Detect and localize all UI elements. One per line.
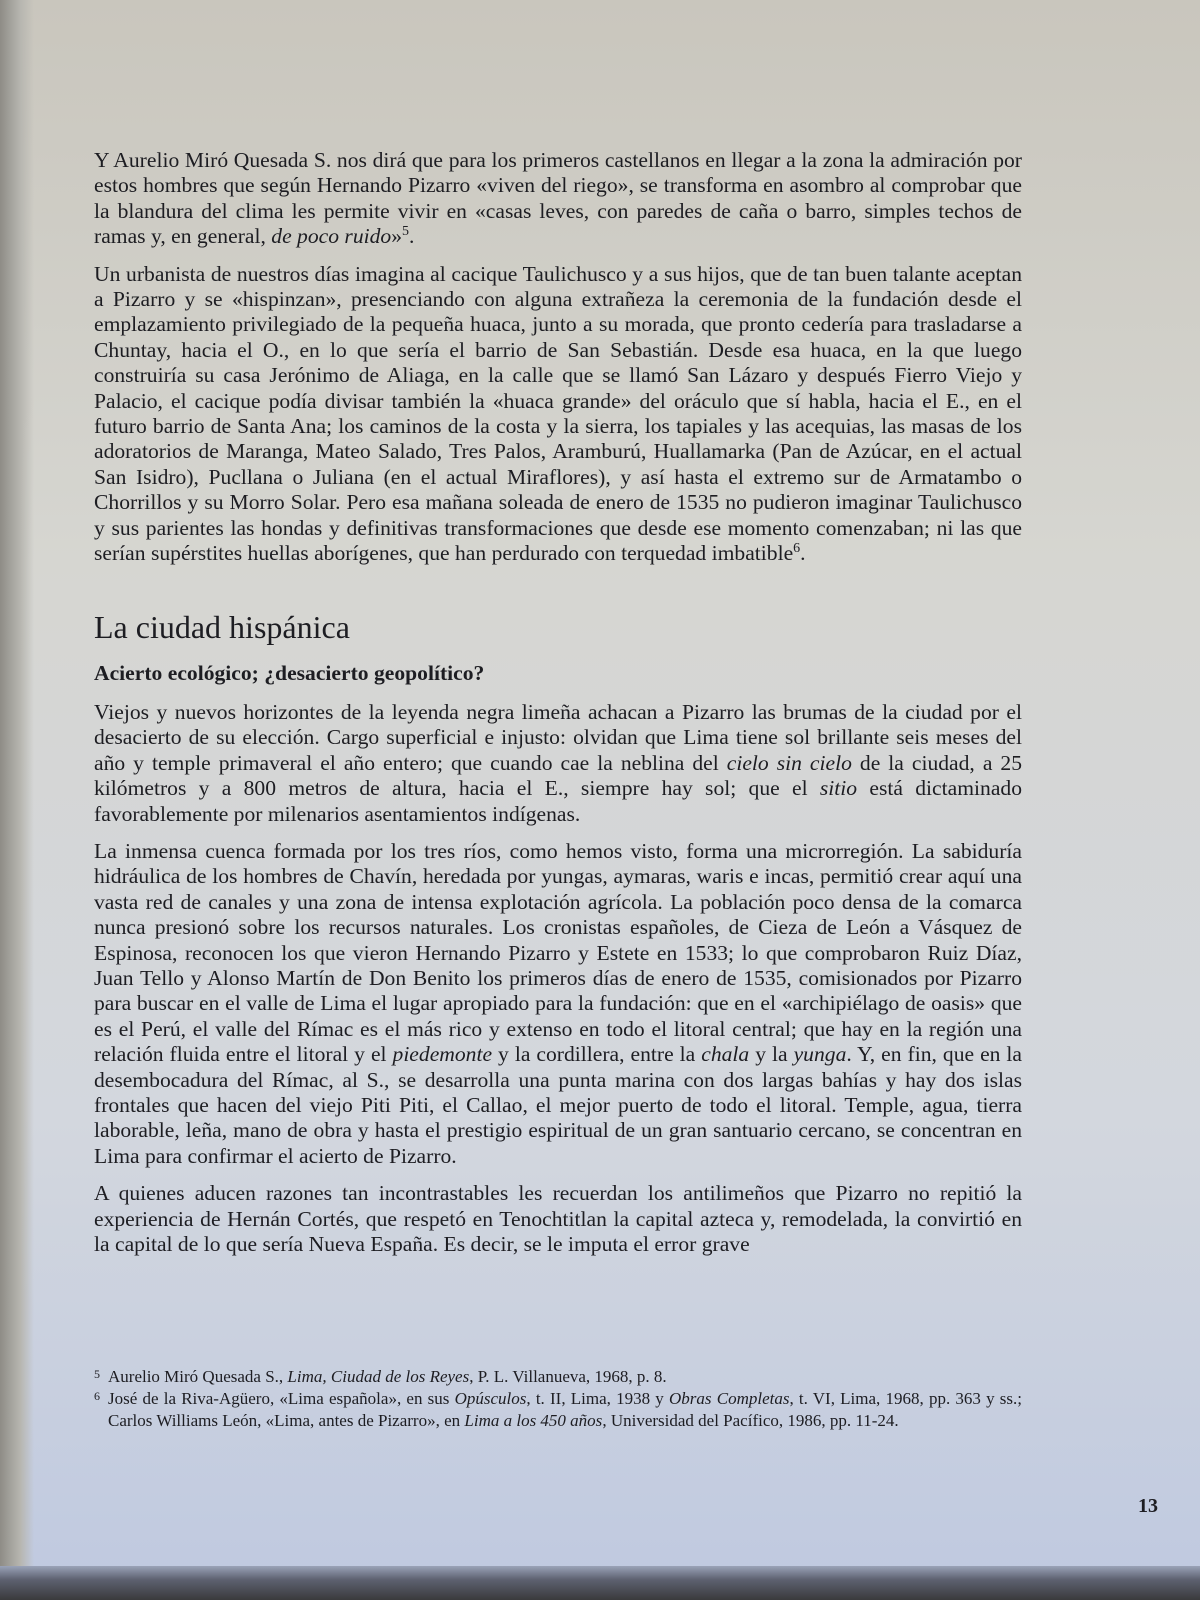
paragraph-2: Un urbanista de nuestros días imagina al cacique Taulichusco y a sus hijos, que de tan buen talante aceptan a Pizarro y se «hispinzan», presenciando con alguna extrañeza la ceremonia de la fundación desde el emplazamiento privilegiado de la pequeña huaca, junto a su morada, que pronto cedería para trasladarse a Chuntay, hacia el O., en lo que sería el barrio de San Sebastián. Desde esa huaca, en la que luego construiría su casa Jerónimo de Aliaga, en la calle que se llamó San Lázaro y después Fierro Viejo y Palacio, el cacique podía divisar también la «huaca grande» del oráculo que sí habla, hacia el E., en el futuro barrio de Santa Ana; los caminos de la costa y la sierra, los tapiales y las acequias, las masas de los adoratorios de Maranga, Mateo Salado, Tres Palos, Aramburú, Huallamarka (Pan de Azúcar, en el actual San Isidro), Pucllana o Juliana (en el actual Miraflores), y así hasta el extremo sur de Armatambo o Chorrillos y su Morro Solar. Pero esa mañana soleada de enero de 1535 no pudieron imaginar Taulichusco y sus parientes las hondas y definitivas transformaciones que desde ese momento comenzaban; ni las que serían supérstites huellas aborígenes, que han perdurado con terquedad imbatible$^6$. [94, 261, 1022, 566]
paragraph-3: Viejos y nuevos horizontes de la leyenda negra limeña achacan a Pizarro las brumas de la ciudad por el desacierto de su elección. Cargo superficial e injusto: olvidan que Lima tiene sol brillante seis meses del año y temple primaveral el año entero; que cuando cae la neblina del cielo sin cielo de la ciudad, a 25 kilómetros y a 800 metros de altura, hacia el E., siempre hay sol; que el sitio está dictaminado favorablemente por milenarios asentamientos indígenas. [94, 699, 1022, 826]
subsection-title: Acierto ecológico; ¿desacierto geopolítico? [94, 660, 485, 685]
paragraph-1: Y Aurelio Miró Quesada S. nos dirá que para los primeros castellanos en llegar a la zona la admiración por estos hombres que según Hernando Pizarro «viven del riego», se transforma en asombro al comprobar que la blandura del clima les permite vivir en «casas leves, con paredes de caña o barro, simples techos de ramas y, en general, de poco ruido»$^5$. [94, 148, 1022, 249]
footnote-ref-6: 6 [793, 540, 801, 556]
page-number: 13 [1138, 1495, 1158, 1517]
footnote-6: 6 José de la Riva-Agüero, «Lima española», en sus Opúsculos, t. II, Lima, 1938 y Obras Completas, t. VI, Lima, 1968, pp. 363 y ss.; Carlos Williams León, «Lima, antes de Pizarro», en Lima a los 450 años, Universidad del Pacífico, 1986, pp. 11-24. [94, 1389, 1023, 1430]
paragraph-4: La inmensa cuenca formada por los tres ríos, como hemos visto, forma una microrregión. La sabiduría hidráulica de los hombres de Chavín, heredada por yungas, aymaras, waris e incas, permitió crear aquí una vasta red de canales y una zona de intensa explotación agrícola. La población poco densa de la comarca nunca presionó sobre los recursos naturales. Los cronistas españoles, de Cieza de León a Vásquez de Espinosa, reconocen los que vieron Hernando Pizarro y Estete en 1533; lo que comprobaron Ruiz Díaz, Juan Tello y Alonso Martín de Don Benito los primeros días de enero de 1535, comisionados por Pizarro para buscar en el valle de Lima el lugar apropiado para la fundación: que en el «archipiélago de oasis» que es el Perú, el valle del Rímac es el más rico y extenso en todo el litoral central; que hay en la región una relación fluida entre el litoral y el piedemonte y la cordillera, entre la chala y la yunga. Y, en fin, que en la desembocadura del Rímac, al S., se desarrolla una punta marina con dos largas bahías y hay dos islas frontales que hacen del viejo Piti Piti, el Callao, el mejor puerto de todo el litoral. Temple, agua, tierra laborable, leña, mano de obra y hasta el prestigio espiritual de un gran santuario cercano, se concentran en Lima para confirmar el acierto de Pizarro. [94, 838, 1023, 1168]
page-gutter-shadow [0, 0, 34, 1600]
paragraph-5: A quienes aducen razones tan incontrastables les recuerdan los antilimeños que Pizarro no repitió la experiencia de Hernán Cortés, que respetó en Tenochtitlan la capital azteca y, remodelada, la convirtió en la capital de lo que sería Nueva España. Es decir, se le imputa el error grave [94, 1181, 1022, 1257]
footnotes [94, 1366, 1022, 1432]
main-text-column [94, 148, 1022, 1269]
page-bottom-edge [0, 1566, 1200, 1600]
footnote-5: 5 Aurelio Miró Quesada S., Lima, Ciudad de los Reyes, P. L. Villanueva, 1968, p. 8. [94, 1367, 667, 1386]
footnote-ref-5: 5 [402, 224, 410, 240]
section-title: La ciudad hispánica [94, 608, 350, 645]
